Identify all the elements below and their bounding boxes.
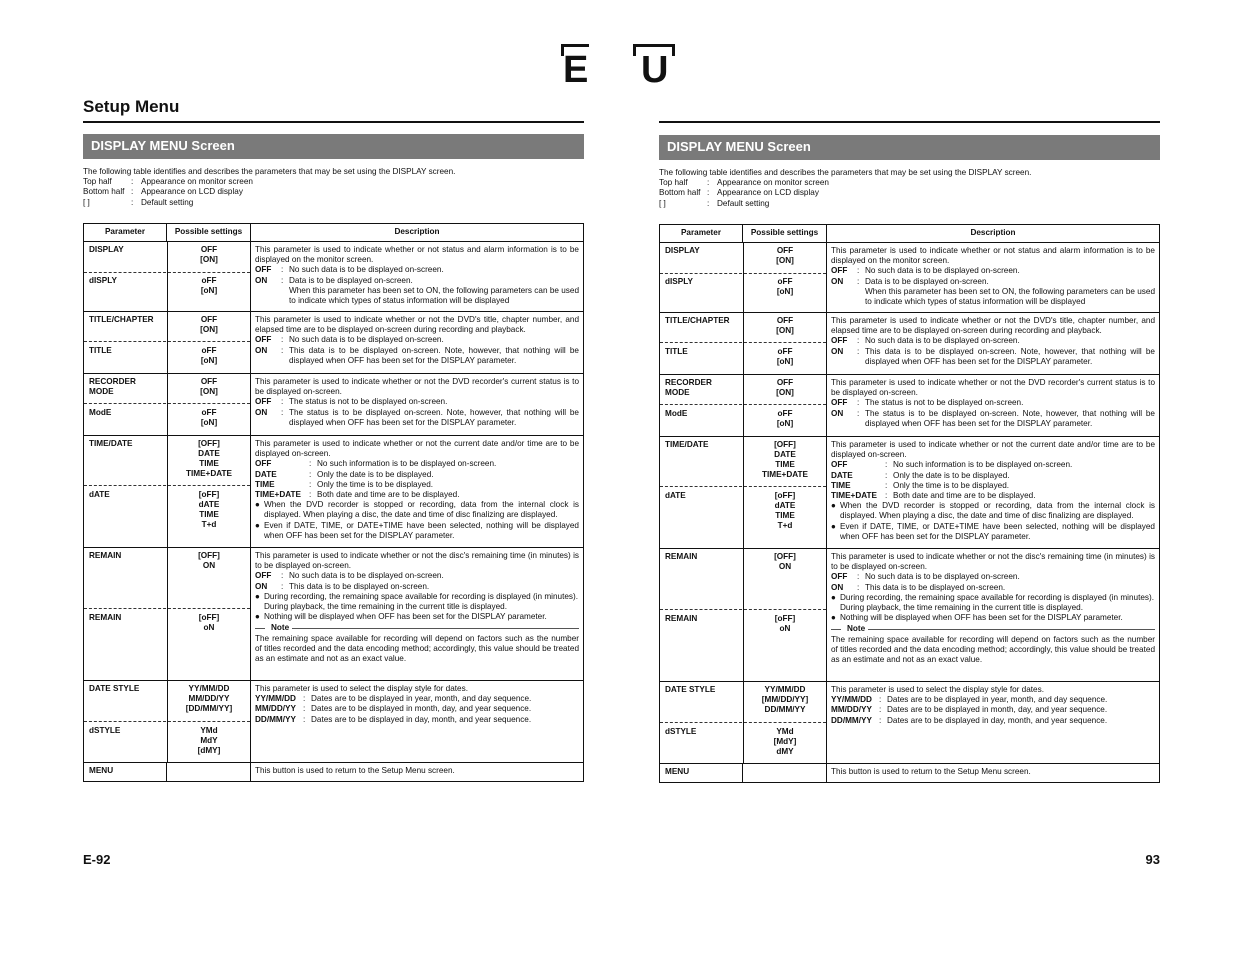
heading-rule: [659, 121, 1160, 123]
page-number: E-92: [83, 852, 111, 867]
table-row-remain: REMAIN [OFF] ON REMAIN [oFF] oN This parameter is used to indicate whether or not the disc's remaining time (in minutes) is to be displayed on-screen. OFF : No such data is to be displayed on-screen. ON : This data is to be displayed on-screen. ● During recording, the remaining space available for recording is displayed (in minutes). During playback, the time remaining in the current title is displayed. ● Nothing will be displayed when OFF has been set for the DISPLAY parameter. Note The remaining space available for recording will depend on factors such as the number of titles recorded and the data encoding method; accordingly, this value should be treated as an estimate and not as an exact value.: [660, 549, 1160, 682]
column-header: Description: [827, 225, 1160, 243]
table-row-date-style: DATE STYLE YY/MM/DD MM/DD/YY [DD/MM/YY] dSTYLE YMd MdY [dMY] This parameter is used to select the display style for dates. YY/MM/DD : Dates are to be displayed in year, month, and day sequence. MM/DD/YY : Dates are to be displayed in month, day, and year sequence. DD/MM/YY : Dates are to be displayed in day, month, and year sequence.: [84, 681, 584, 763]
table-row-display: [84, 242, 584, 312]
display-menu-table: [659, 224, 1160, 783]
column-header: Possible settings: [743, 225, 827, 243]
section-title: DISPLAY MENU Screen: [91, 138, 235, 153]
table-row-recorder-mode: RECORDER MODE OFF [ON] ModE oFF [oN] This parameter is used to indicate whether or not the DVD recorder's current status is to be displayed on-screen. OFF : The status is not to be displayed on-screen. ON : The status is to be displayed on-screen. Note, however, that nothing will be displayed when OFF has been set for the DISPLAY parameter.: [84, 374, 584, 436]
intro: [83, 167, 584, 208]
settings-bottom: oFF: [201, 276, 217, 285]
intro-text: The following table identifies and describes the parameters that may be set using the DISPLAY screen.: [83, 167, 456, 176]
column-header: Possible settings: [167, 224, 251, 242]
table-row-date-style: DATE STYLE YY/MM/DD [MM/DD/YY] DD/MM/YY dSTYLE YMd [MdY] dMY This parameter is used to select the display style for dates. YY/MM/DD : Dates are to be displayed in year, month, and day sequence. MM/DD/YY : Dates are to be displayed in month, day, and year sequence. DD/MM/YY : Dates are to be displayed in day, month, and year sequence.: [660, 682, 1160, 764]
table-row-menu: MENU This button is used to return to the Setup Menu screen.: [660, 764, 1160, 783]
legend-row: Bottom half : Appearance on LCD display: [83, 187, 243, 197]
table-row-display: DISPLAY OFF [ON] dISPLY oFF [oN] This parameter is used to indicate whether or not status and alarm information is to be displayed on the monitor screen. OFF : No such data is to be displayed on-screen. ON : Data is to be displayed on-screen. When this parameter has been set to ON, the following parameters can be used to indicate which types of status information will be displayed: [660, 243, 1160, 313]
display-menu-table: [83, 223, 584, 782]
table-row-title: TITLE/CHAPTER OFF [ON] TITLE oFF [oN] This parameter is used to indicate whether or not the DVD's title, chapter number, and elapsed time are to be displayed on-screen during recording and playback. OFF : No such data is to be displayed on-screen. ON : This data is to be displayed on-screen. Note, however, that nothing will be displayed when OFF has been set for the DISPLAY parameter.: [660, 313, 1160, 375]
table-row-title: TITLE/CHAPTER OFF [ON] TITLE oFF [oN] This parameter is used to indicate whether or not the DVD's title, chapter number, and elapsed time are to be displayed on-screen during recording and playback. OFF : No such data is to be displayed on-screen. ON : This data is to be displayed on-screen. Note, however, that nothing will be displayed when OFF has been set for the DISPLAY parameter.: [84, 312, 584, 374]
section-title-bar: [83, 134, 584, 159]
param-top: DISPLAY: [89, 245, 124, 254]
note-text: The remaining space available for recording will depend on factors such as the number of titles recorded and the data encoding method; accordingly, this value should be treated as an estimate and not as an exact value.: [255, 633, 579, 664]
table-row-time-date: TIME/DATE [OFF] DATE TIME TIME+DATE dATE [oFF] dATE TIME T+d This parameter is used to indicate whether or not the current date and/or time are to be displayed on-screen. OFF : No such information is to be displayed on-screen. DATE : Only the date is to be displayed. TIME : Only the time is to be displayed. TIME+DATE : Both date and time are to be displayed. ● When the DVD recorder is stopped or recording, data from the internal clock is displayed. When playing a disc, the date and time of disc finalizing are displayed. ● Even if DATE, TIME, or DATE+TIME have been selected, nothing will be displayed when OFF has been set for the DISPLAY parameter.: [660, 437, 1160, 549]
settings-top: OFF: [200, 245, 218, 254]
heading-rule: [83, 121, 584, 123]
table-row-menu: MENU This button is used to return to the Setup Menu screen.: [84, 763, 584, 782]
table-row-time-date: TIME/DATE [OFF] DATE TIME TIME+DATE dATE [oFF] dATE TIME T+d This parameter is used to indicate whether or not the current date and/or time are to be displayed on-screen. OFF : No such information is to be displayed on-screen. DATE : Only the date is to be displayed. TIME : Only the time is to be displayed. TIME+DATE : Both date and time are to be displayed. ● When the DVD recorder is stopped or recording, data from the internal clock is displayed. When playing a disc, the date and time of disc finalizing are displayed. ● Even if DATE, TIME, or DATE+TIME have been selected, nothing will be displayed when OFF has been set for the DISPLAY parameter.: [84, 436, 584, 548]
column-header: Parameter: [84, 224, 167, 242]
table-row-remain: REMAIN [OFF] ON REMAIN [oFF] oN This parameter is used to indicate whether or not the disc's remaining time (in minutes) is to be displayed on-screen. OFF : No such data is to be displayed on-screen. ON : This data is to be displayed on-screen. ● During recording, the remaining space available for recording is displayed (in minutes). During playback, the time remaining in the current title is displayed. ● Nothing will be displayed when OFF has been set for the DISPLAY parameter. Note The remaining space available for recording will depend on factors such as the number of titles recorded and the data encoding method; accordingly, this value should be treated as an estimate and not as an exact value.: [84, 548, 584, 681]
legend-row: [ ] : Default setting: [83, 197, 194, 207]
page-number: 93: [1145, 852, 1160, 867]
legend-row: Top half : Appearance on monitor screen: [83, 177, 253, 187]
intro: The following table identifies and describes the parameters that may be set using the DISPLAY screen. Top half : Appearance on monitor screen Bottom half : Appearance on LCD display [ ] : Default setting: [659, 168, 1032, 208]
param-bottom: dISPLY: [89, 276, 117, 285]
section-title: DISPLAY MENU Screen: [667, 139, 811, 154]
description-cell: This parameter is used to indicate whether or not status and alarm information is to be displayed on the monitor screen. OFF : No such data is to be displayed on-screen. ON : Data is to be displayed on-screen. When this parameter has been set to ON, the following parameters can be used to indicate which types of status information will be displayed: [251, 242, 584, 312]
param-cell: DISPLAY OFF [ON] dISPLY oFF [oN]: [84, 242, 251, 312]
language-mark-u: U: [633, 44, 660, 88]
column-header: Parameter: [660, 225, 743, 243]
note-divider: Note: [255, 623, 579, 633]
language-mark-e: E: [563, 44, 588, 88]
page-title: Setup Menu: [83, 97, 180, 116]
table-row-recorder-mode: RECORDER MODE OFF [ON] ModE oFF [oN] This parameter is used to indicate whether or not the DVD recorder's current status is to be displayed on-screen. OFF : The status is not to be displayed on-screen. ON : The status is to be displayed on-screen. Note, however, that nothing will be displayed when OFF has been set for the DISPLAY parameter.: [660, 375, 1160, 437]
language-marks: [0, 44, 1235, 91]
section-title-bar: [659, 135, 1160, 160]
column-header: Description: [251, 224, 584, 242]
